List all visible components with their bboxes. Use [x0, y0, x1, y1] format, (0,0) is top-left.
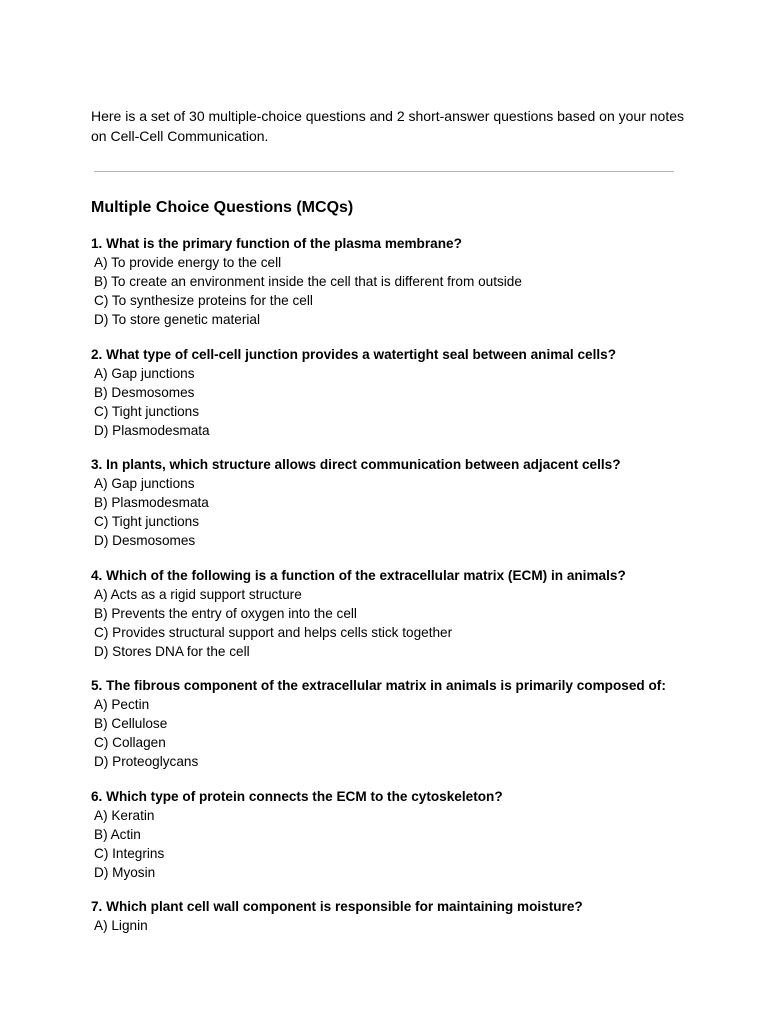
question-item [91, 345, 711, 440]
answer-option: C) To synthesize proteins for the cell [94, 293, 313, 308]
section-divider [94, 171, 674, 172]
question-list [91, 234, 711, 951]
answer-option: B) Desmosomes [94, 384, 195, 400]
question-text: 2. What type of cell-cell junction provides a watertight seal between animal cells? [91, 346, 617, 362]
option-list [91, 806, 711, 882]
answer-option: D) Plasmodesmata [94, 422, 210, 438]
question-text: 1. What is the primary function of the plasma membrane? [91, 236, 462, 251]
answer-option: D) Stores DNA for the cell [94, 643, 250, 659]
answer-option: C) Tight junctions [94, 403, 200, 419]
answer-option: A) Acts as a rigid support structure [94, 586, 302, 602]
option-list [91, 695, 711, 771]
answer-option: C) Collagen [94, 735, 166, 750]
option-list [91, 916, 711, 935]
option-list [91, 253, 711, 329]
answer-option: A) Keratin [94, 807, 155, 823]
answer-option: C) Integrins [94, 845, 165, 861]
answer-option: A) To provide energy to the cell [94, 255, 282, 270]
option-list [91, 474, 711, 550]
answer-option: B) To create an environment inside the cell that is different from outside [94, 274, 522, 289]
option-list [91, 364, 711, 440]
answer-option: B) Actin [94, 826, 141, 842]
option-list [91, 585, 711, 661]
answer-option: C) Tight junctions [94, 514, 200, 529]
answer-option: C) Provides structural support and helps cells stick together [94, 624, 453, 640]
answer-option: D) To store genetic material [94, 312, 260, 327]
question-item [91, 897, 711, 935]
intro-paragraph: Here is a set of 30 multiple-choice questions and 2 short-answer questions based on your notes on Cell-Cell Communication. [91, 108, 685, 144]
question-item [91, 787, 711, 882]
answer-option: D) Myosin [94, 864, 156, 880]
question-text: 4. Which of the following is a function of the extracellular matrix (ECM) in animals? [91, 567, 626, 583]
answer-option: D) Proteoglycans [94, 754, 199, 769]
answer-option: A) Gap junctions [94, 476, 195, 491]
question-item [91, 566, 711, 661]
question-text: 6. Which type of protein connects the ECM to the cytoskeleton? [91, 788, 503, 804]
answer-option: B) Plasmodesmata [94, 495, 209, 510]
question-item [91, 234, 711, 329]
answer-option: D) Desmosomes [94, 533, 196, 548]
answer-option: A) Lignin [94, 918, 148, 933]
question-text: 7. Which plant cell wall component is responsible for maintaining moisture? [91, 899, 583, 914]
question-item [91, 455, 711, 550]
answer-option: B) Prevents the entry of oxygen into the cell [94, 605, 357, 621]
question-text: 3. In plants, which structure allows direct communication between adjacent cells? [91, 457, 621, 472]
question-text: 5. The fibrous component of the extracellular matrix in animals is primarily composed of: [91, 678, 666, 693]
answer-option: B) Cellulose [94, 716, 168, 731]
answer-option: A) Pectin [94, 697, 150, 712]
answer-option: A) Gap junctions [94, 365, 195, 381]
question-item [91, 676, 711, 771]
section-title: Multiple Choice Questions (MCQs) [91, 199, 354, 216]
